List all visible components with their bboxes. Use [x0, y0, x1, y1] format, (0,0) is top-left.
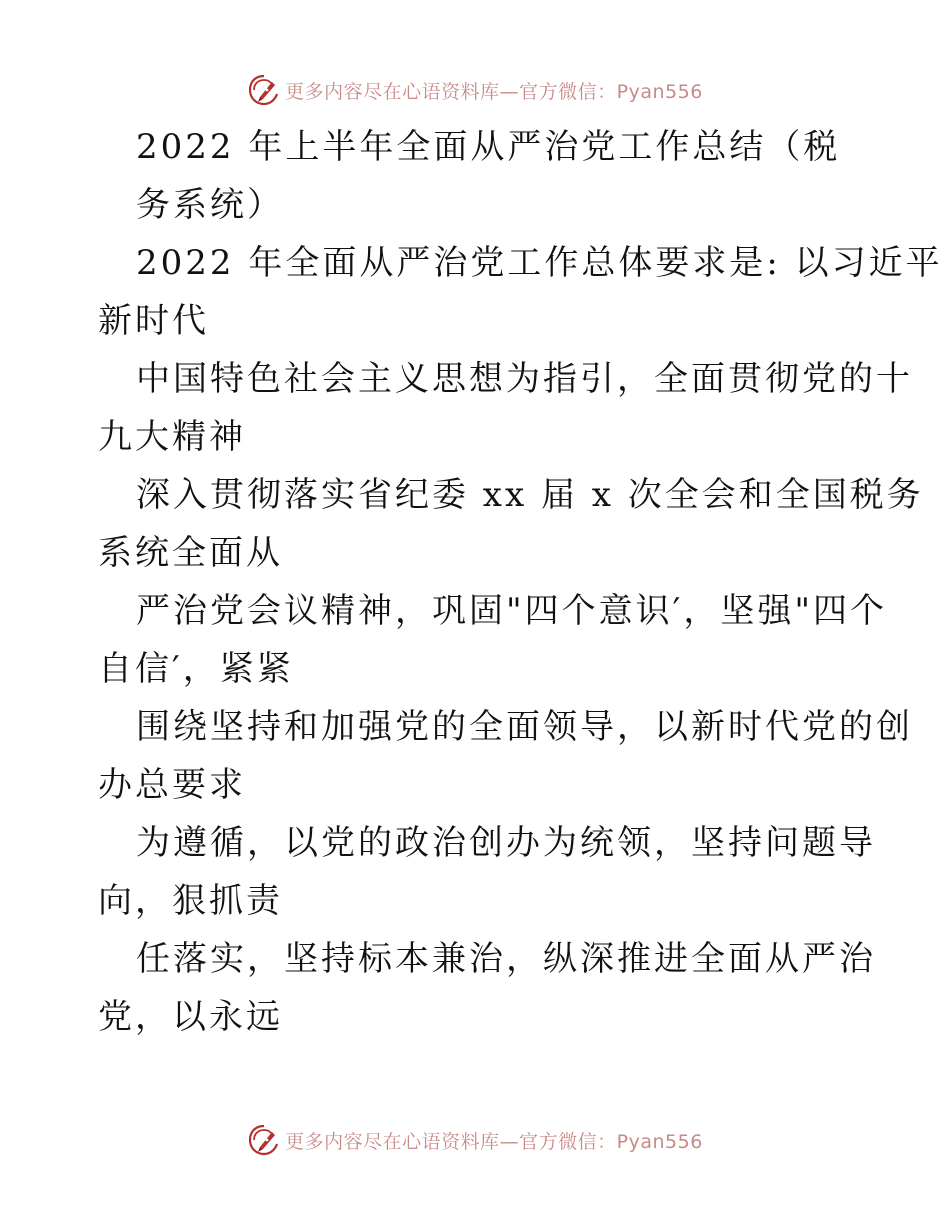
doc-line: 系统全面从 [98, 533, 283, 573]
watermark-text: 更多内容尽在心语资料库—官方微信：Pyan556 [285, 80, 703, 103]
doc-line: 中国特色社会主义思想为指引，全面贯彻党的十 [136, 359, 913, 399]
doc-line: 新时代 [98, 301, 209, 341]
doc-line: 自信′，紧紧 [98, 649, 294, 689]
doc-line: 严治党会议精神，巩固"四个意识′，坚强"四个 [136, 591, 887, 631]
pen-nib-logo-icon [247, 73, 281, 107]
doc-line: 九大精神 [98, 417, 246, 457]
document-body [98, 118, 943, 1046]
footer-watermark [0, 1120, 950, 1160]
doc-line: 向，狠抓责 [98, 881, 283, 921]
doc-line: 党，以永远 [98, 997, 283, 1037]
doc-line: 2022 年全面从严治党工作总体要求是: 以习近平 [136, 243, 943, 283]
pen-nib-logo-icon [247, 1123, 281, 1157]
doc-title-line-1: 2022 年上半年全面从严治党工作总结（税 [136, 127, 841, 167]
doc-line: 任落实，坚持标本兼治，纵深推进全面从严治 [136, 939, 876, 979]
doc-line: 办总要求 [98, 765, 246, 805]
watermark-text: 更多内容尽在心语资料库—官方微信：Pyan556 [285, 1130, 703, 1153]
header-watermark [0, 70, 950, 110]
doc-line: 为遵循，以党的政治创办为统领，坚持问题导 [136, 823, 876, 863]
doc-line: 围绕坚持和加强党的全面领导，以新时代党的创 [136, 707, 913, 747]
doc-line: 深入贯彻落实省纪委 xx 届 x 次全会和全国税务 [136, 475, 924, 515]
doc-title-line-2: 务系统） [136, 185, 284, 225]
